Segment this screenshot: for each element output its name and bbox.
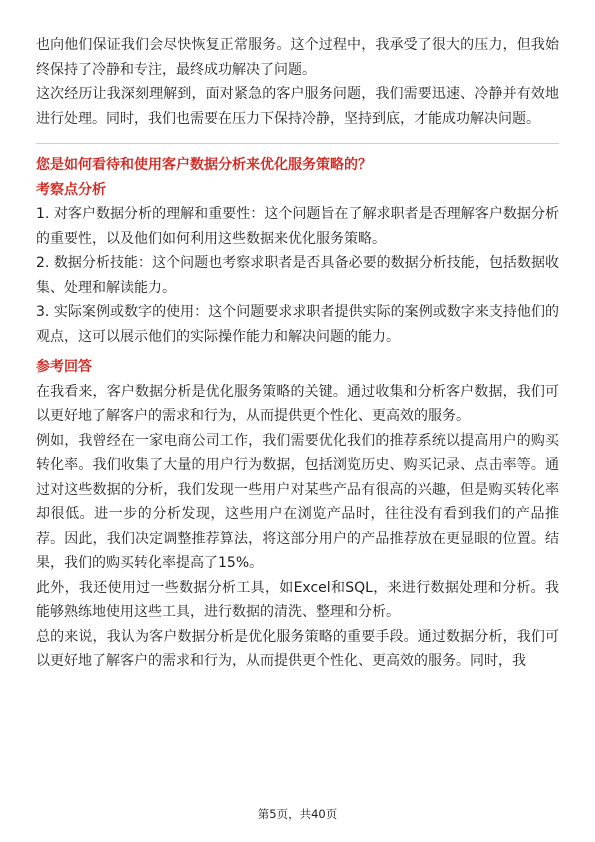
section-divider	[36, 143, 559, 144]
page-content	[36, 33, 559, 674]
answer-label: 参考回答	[36, 359, 92, 375]
question-heading: 您是如何看待和使用客户数据分析来优化服务策略的？	[36, 157, 372, 173]
answer-paragraph-1: 在我看来，客户数据分析是优化服务策略的关键。通过收集和分析客户数据，我们可以更好地了解客户的需求和行为，从而提供更个性化、更高效的服务。	[36, 383, 559, 424]
intro-paragraph-2: 这次经历让我深刻理解到，面对紧急的客户服务问题，我们需要迅速、冷静并有效地进行处理。同时，我们也需要在压力下保持冷静，坚持到底，才能成功解决问题。	[36, 86, 559, 127]
answer-paragraph-2: 例如，我曾经在一家电商公司工作，我们需要优化我们的推荐系统以提高用户的购买转化率。我们收集了大量的用户行为数据，包括浏览历史、购买记录、点击率等。通过对这些数据的分析，我们发现一些用户对某些产品有很高的兴趣，但是购买转化率却很低。进一步的分析发现，这些用户在浏览产品时，往往没有看到我们的产品推荐。因此，我们决定调整推荐算法，将这部分用户的产品推荐放在更显眼的位置。结果，我们的购买转化率提高了15%。	[36, 432, 559, 571]
analysis-label: 考察点分析	[36, 181, 106, 198]
answer-paragraph-3: 此外，我还使用过一些数据分析工具，如Excel和SQL，来进行数据处理和分析。我能够熟练地使用这些工具，进行数据的清洗、整理和分析。	[36, 579, 559, 620]
analysis-item-3: 3. 实际案例或数字的使用：这个问题要求求职者提供实际的案例或数字来支持他们的观点，这可以展示他们的实际操作能力和解决问题的能力。	[36, 304, 559, 345]
intro-paragraph-1: 也向他们保证我们会尽快恢复正常服务。这个过程中，我承受了很大的压力，但我始终保持了冷静和专注，最终成功解决了问题。	[36, 37, 559, 78]
analysis-item-1: 1. 对客户数据分析的理解和重要性：这个问题旨在了解求职者是否理解客户数据分析的重要性，以及他们如何利用这些数据来优化服务策略。	[36, 206, 559, 247]
analysis-item-2: 2. 数据分析技能：这个问题也考察求职者是否具备必要的数据分析技能，包括数据收集、处理和解读能力。	[36, 255, 559, 296]
page-number: 第5页，共40页	[257, 807, 338, 821]
answer-paragraph-4: 总的来说，我认为客户数据分析是优化服务策略的重要手段。通过数据分析，我们可以更好地了解客户的需求和行为，从而提供更个性化、更高效的服务。同时，我	[36, 628, 559, 669]
